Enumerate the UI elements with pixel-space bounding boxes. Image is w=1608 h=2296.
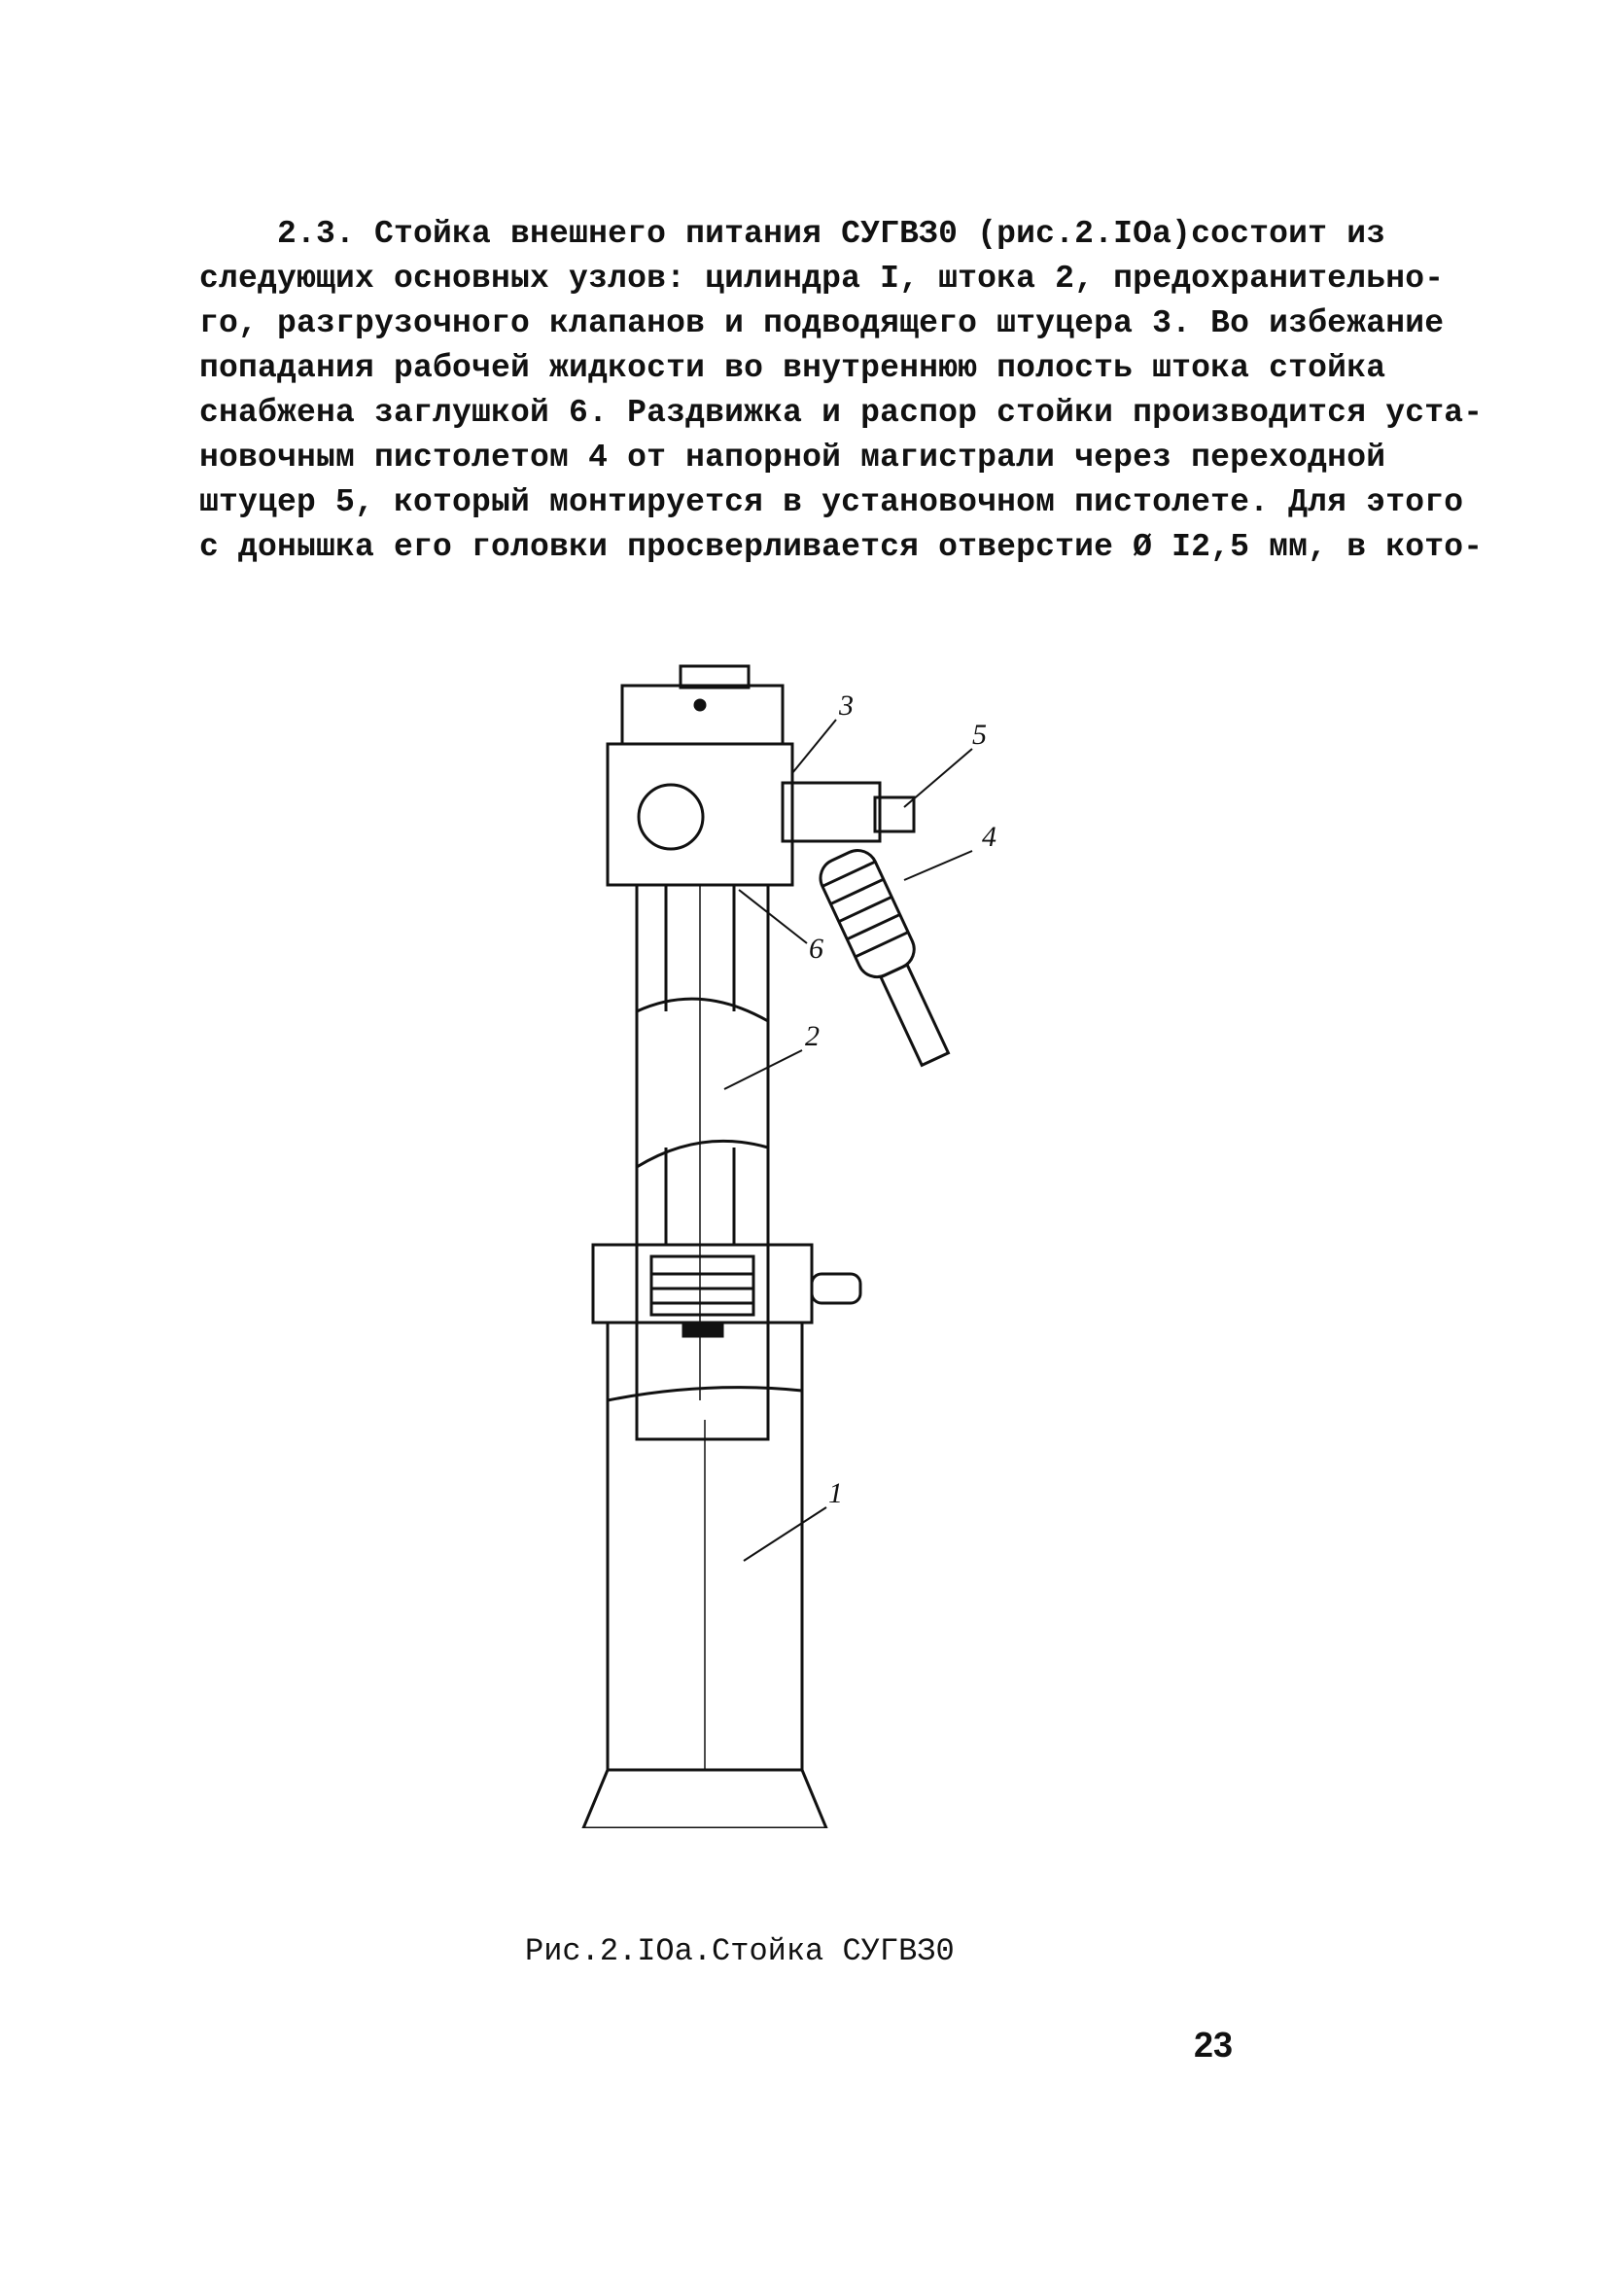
- paragraph-line: 2.3. Стойка внешнего питания СУГВЗ0 (рис.2.IOа)состоит из: [199, 216, 1386, 252]
- page-number: 23: [1194, 2025, 1234, 2065]
- setting-pistol: [814, 844, 961, 1072]
- rod-break-top: [637, 999, 768, 1021]
- drawing-lines: [583, 666, 972, 1828]
- prop-head: [608, 744, 792, 885]
- cylinder-base: [583, 1770, 826, 1828]
- leader-line-3: [792, 720, 836, 773]
- paragraph-line: снабжена заглушкой 6. Раздвижка и распор стойки производится уста-: [199, 395, 1484, 431]
- ball-joint: [639, 785, 703, 849]
- callout-label: 1: [828, 1477, 843, 1509]
- paragraph-line: штуцер 5, который монтируется в установочном пистолете. Для этого: [199, 484, 1464, 520]
- knurl-line: [856, 933, 908, 957]
- leader-line-2: [724, 1050, 802, 1089]
- callout-label: 5: [972, 719, 987, 751]
- paragraph-line: с донышка его головки просверливается отверстие Ø I2,5 мм, в кото-: [199, 529, 1484, 565]
- fitting-block: [783, 783, 880, 841]
- technical-drawing: [544, 661, 1089, 1828]
- knurl-line: [839, 897, 891, 921]
- paragraph-line: го, разгрузочного клапанов и подводящего штуцера 3. Во избежание: [199, 305, 1445, 341]
- body-paragraph: [199, 212, 1484, 570]
- leader-line-5: [904, 749, 972, 807]
- callout-label: 4: [982, 821, 996, 853]
- paragraph-line: попадания рабочей жидкости во внутреннюю полость штока стойка: [199, 350, 1386, 386]
- rod-shaft: [637, 885, 768, 1439]
- callout-label: 2: [805, 1020, 820, 1052]
- figure-caption: Рис.2.IOа.Стойка СУГВЗ0: [525, 1933, 955, 1969]
- paragraph-line: новочным пистолетом 4 от напорной магистрали через переходной: [199, 440, 1386, 476]
- pistol-hose: [881, 965, 948, 1065]
- prop-drawing-svg: [544, 661, 1089, 1828]
- head-cap-dot: [695, 700, 705, 710]
- leader-line-4: [904, 851, 972, 880]
- callout-label: 3: [839, 689, 854, 722]
- collar-inner: [651, 1256, 753, 1315]
- rod-break-bottom: [637, 1141, 768, 1167]
- knurl-line: [830, 879, 883, 903]
- leader-line-6: [739, 890, 807, 943]
- paragraph-line: следующих основных узлов: цилиндра I, штока 2, предохранительно-: [199, 261, 1445, 297]
- callout-label: 6: [809, 933, 823, 965]
- head-cap: [622, 686, 783, 744]
- collar-pin: [683, 1323, 722, 1336]
- leader-line-1: [744, 1507, 826, 1561]
- knurl-line: [847, 914, 899, 938]
- side-valve: [812, 1274, 860, 1303]
- knurl-line: [822, 862, 875, 886]
